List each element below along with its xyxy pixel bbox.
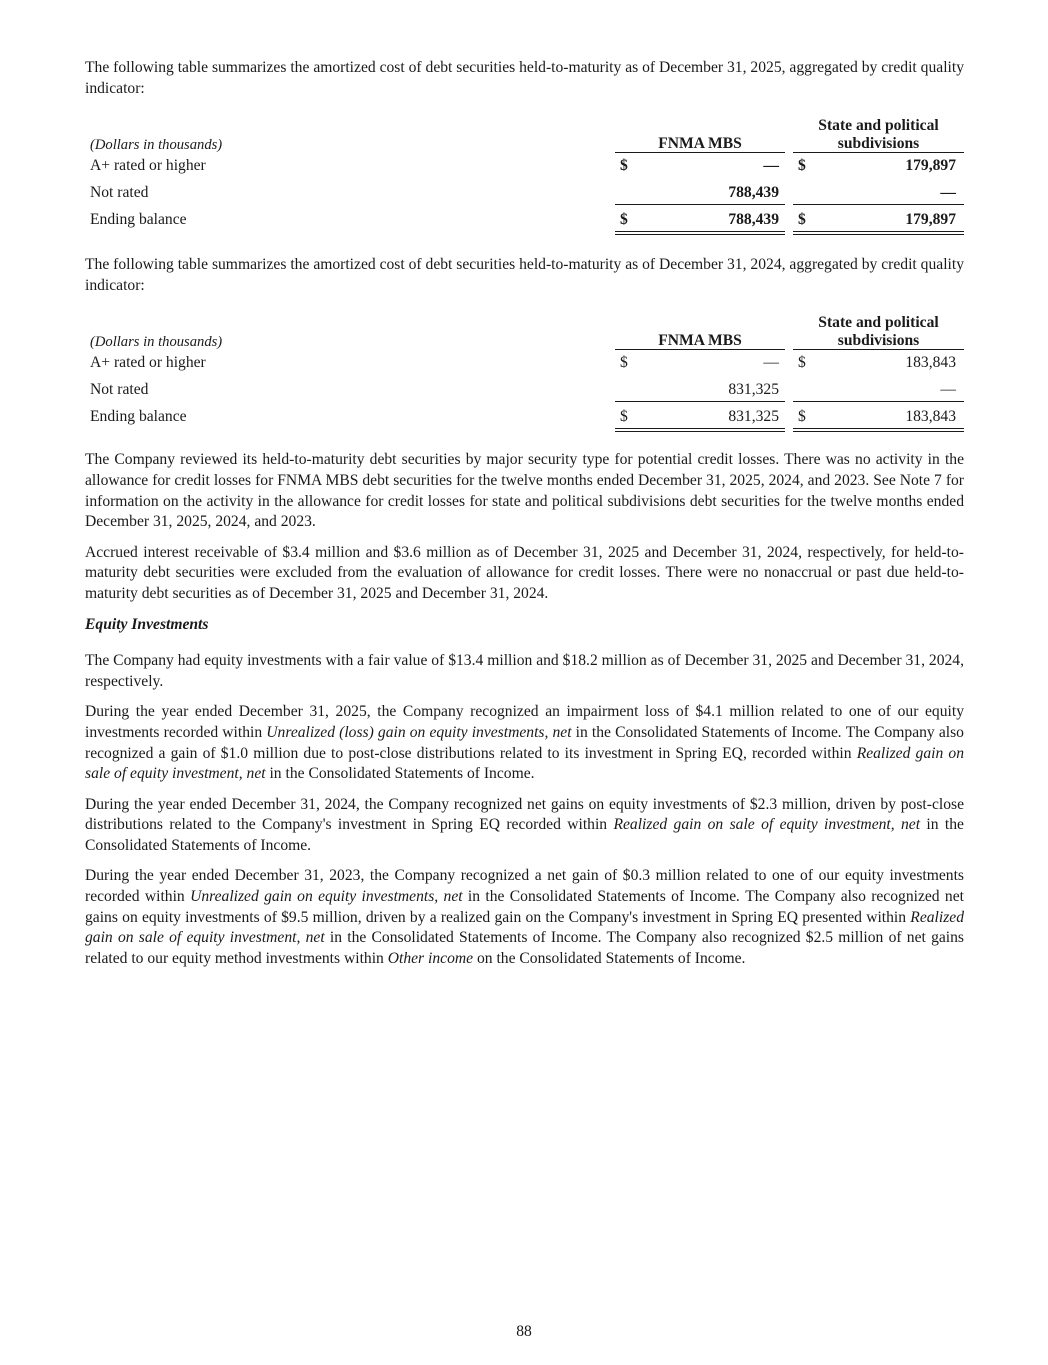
state-value: — — [940, 184, 956, 202]
text-run: . — [837, 723, 842, 741]
state-value: 179,897 — [905, 157, 956, 175]
table-header-row — [85, 311, 964, 351]
paragraph-accrued-interest: Accrued interest receivable of $3.4 million and $3.6 million as of December 31, 2025 and December 31, 2024, respectively, for held-to-maturity debt securities were excluded from the evaluation of allowance for credit losses. There were no nonaccrual or past due held-to-maturity debt securities as of December 31, 2025 and December 31, 2024. — [85, 543, 964, 602]
header-underline-fnma — [615, 152, 785, 153]
text-run: in the Consolidated Statements of Income — [462, 888, 737, 906]
fnma-value: 831,325 — [728, 408, 779, 426]
header-state-line1: State and political — [818, 117, 939, 135]
table-header-row — [85, 114, 964, 154]
currency-symbol: $ — [798, 354, 806, 372]
header-state-political — [793, 314, 964, 350]
text-run: in the Consolidated Statements of Income — [571, 723, 838, 741]
currency-symbol: $ — [798, 157, 806, 175]
header-underline-state — [793, 152, 964, 153]
state-value: 183,843 — [905, 408, 956, 426]
text-run: During the year ended December 31, 2023, the Company recognized a net gain of $0.3 million related to one of our equity investments recorded within — [85, 867, 964, 906]
text-run: The Company also recognized net gains on equity investments of $9.5 million, driven by a realized gain on the Company's investment in Spring EQ presented within — [85, 888, 964, 926]
total-double-line-state — [793, 428, 964, 432]
header-underline-fnma — [615, 349, 785, 350]
table-row — [85, 353, 964, 380]
paragraph-2025-activity — [85, 702, 964, 784]
total-double-line-fnma — [615, 231, 785, 235]
row-label: Ending balance — [90, 211, 187, 229]
fnma-value: 788,439 — [728, 184, 779, 202]
page-number: 88 — [516, 1323, 532, 1340]
statement-line-item: Unrealized gain on equity investments, net — [190, 888, 463, 906]
currency-symbol: $ — [620, 211, 628, 229]
currency-symbol: $ — [620, 354, 628, 372]
paragraph-credit-losses: The Company reviewed its held-to-maturity debt securities by major security type for potential credit losses. There was no activity in the allowance for credit losses for FNMA MBS debt securities for the twelve months ended December 31, 2025, 2024, and 2023. See Note 7 for information on the activity in the allowance for credit losses for state and political subdivisions debt securities for the twelve months ended December 31, 2025, 2024, and 2023. — [85, 451, 964, 531]
subtotal-line-state — [793, 204, 964, 205]
currency-symbol: $ — [798, 408, 806, 426]
currency-symbol: $ — [620, 157, 628, 175]
section-heading-equity-investments: Equity Investments — [85, 615, 209, 633]
header-state-political — [793, 117, 964, 153]
currency-symbol: $ — [620, 408, 628, 426]
text-run: The Company also recognized a gain of $1.0 million due to post-close distributions related to its investment in Spring EQ, recorded within — [85, 723, 964, 762]
fnma-value: 788,439 — [728, 211, 779, 229]
header-underline-state — [793, 349, 964, 350]
subtotal-line-fnma — [615, 401, 785, 402]
table1-intro: The following table summarizes the amortized cost of debt securities held-to-maturity as of December 31, 2025, aggregated by credit quality indicator: — [85, 59, 964, 97]
credit-quality-table-2024 — [85, 308, 964, 444]
header-state-line2: subdivisions — [837, 332, 920, 350]
row-label: Not rated — [90, 381, 149, 399]
header-fnma-mbs: FNMA MBS — [658, 332, 742, 350]
state-value: 183,843 — [905, 354, 956, 372]
header-units-label: (Dollars in thousands) — [90, 137, 223, 154]
row-label: Ending balance — [90, 408, 187, 426]
text-run: in the Consolidated Statements of Income. The Company also recognized $2.5 million of net gains related to our equity method investments within — [85, 929, 964, 967]
statement-line-item: Other income — [387, 949, 474, 967]
statement-line-item: Unrealized (loss) gain on equity investments, net — [266, 723, 572, 741]
header-units-label: (Dollars in thousands) — [90, 334, 223, 351]
subtotal-line-fnma — [615, 204, 785, 205]
text-run: in the Consolidated Statements of Income. — [85, 816, 964, 854]
row-label: A+ rated or higher — [90, 354, 206, 372]
total-double-line-state — [793, 231, 964, 235]
currency-symbol: $ — [798, 211, 806, 229]
fnma-value: 831,325 — [728, 381, 779, 399]
text-run: in the Consolidated Statements of Income. — [265, 765, 535, 783]
paragraph-2024-activity — [85, 795, 964, 857]
state-value: 179,897 — [905, 211, 956, 229]
text-run: on the Consolidated Statements of Income. — [473, 949, 746, 967]
paragraph-2023-activity — [85, 866, 964, 969]
header-state-line1: State and political — [818, 314, 939, 332]
credit-quality-table-2025 — [85, 111, 964, 251]
header-state-line2: subdivisions — [837, 135, 920, 153]
statement-line-item: Realized gain on sale of equity investment, net — [85, 908, 964, 947]
fnma-value: — — [763, 354, 779, 372]
text-run: During the year ended December 31, 2025, the Company recognized an impairment loss of $4.1 million related to one of our equity investments recorded within — [85, 703, 964, 741]
fnma-value: — — [763, 157, 779, 175]
state-value: — — [940, 381, 956, 399]
table2-intro: The following table summarizes the amortized cost of debt securities held-to-maturity as of December 31, 2024, aggregated by credit quality indicator: — [85, 256, 964, 294]
table-row — [85, 183, 964, 210]
statement-line-item: Realized gain on sale of equity investment, net — [613, 816, 921, 834]
text-run: . — [736, 888, 741, 906]
page-content — [85, 58, 964, 969]
table-row — [85, 156, 964, 183]
total-double-line-fnma — [615, 428, 785, 432]
text-run: During the year ended December 31, 2024, the Company recognized net gains on equity investments of $2.3 million, driven by post-close distributions related to the Company's investment in Spring EQ recorded within — [85, 795, 964, 834]
paragraph-equity-fair-value: The Company had equity investments with a fair value of $13.4 million and $18.2 million as of December 31, 2025 and December 31, 2024, respectively. — [85, 652, 964, 690]
header-fnma-mbs: FNMA MBS — [658, 135, 742, 153]
subtotal-line-state — [793, 401, 964, 402]
table-row — [85, 380, 964, 407]
row-label: Not rated — [90, 184, 149, 202]
statement-line-item: Realized gain on sale of equity investment, net — [85, 744, 964, 783]
row-label: A+ rated or higher — [90, 157, 206, 175]
